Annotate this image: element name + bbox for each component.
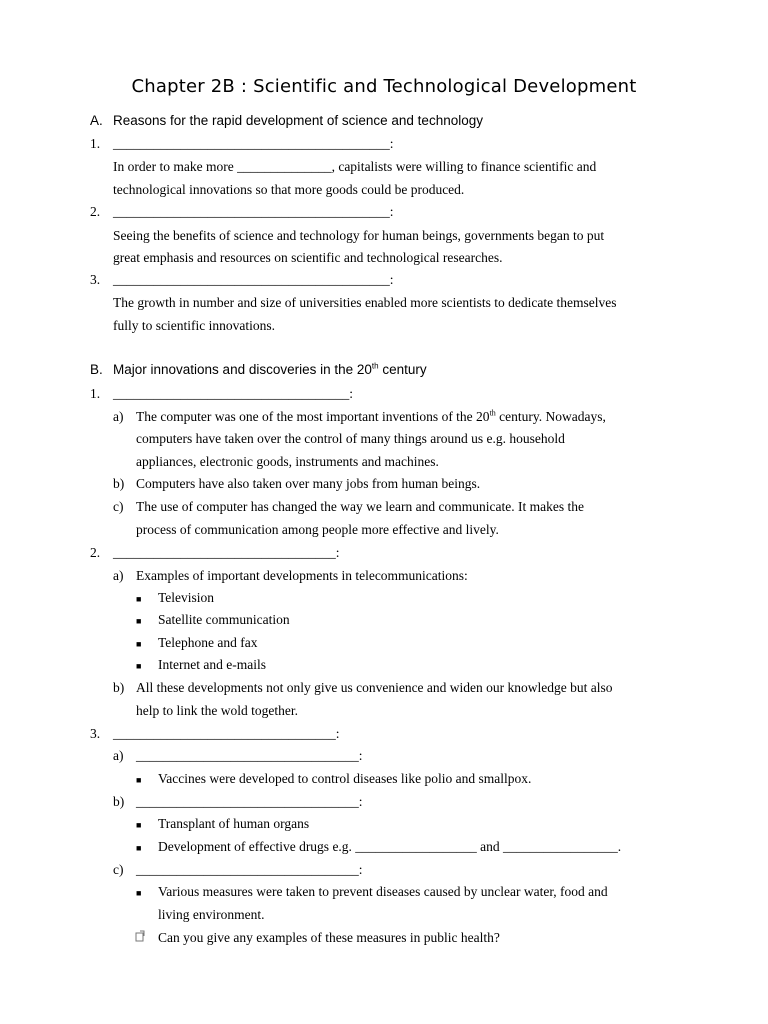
section-b-heading: [90, 362, 427, 377]
bullet-item: Various measures were taken to prevent diseases caused by unclear water, food and: [158, 884, 608, 899]
bullet-icon: [136, 591, 141, 607]
sub-item-label: a): [113, 568, 124, 583]
sub-item-label: b): [113, 476, 125, 491]
bullet-icon: [136, 840, 141, 856]
item-number: 1.: [90, 136, 101, 151]
answer-blank: _________________________________:: [113, 545, 340, 560]
page-title: Chapter 2B : Scientific and Technological Development: [131, 76, 637, 97]
answer-blank: _________________________________:: [113, 726, 340, 741]
sub-item-label: b): [113, 680, 125, 695]
text: century. Nowadays,: [495, 409, 606, 424]
text: The computer was one of the most important inventions of the 20: [136, 409, 490, 424]
paragraph-line: great emphasis and resources on scientific and technological researches.: [113, 250, 503, 265]
paragraph-line: [136, 409, 606, 425]
section-heading-text: Reasons for the rapid development of science and technology: [113, 113, 483, 128]
sub-item-label: a): [113, 748, 124, 763]
item-number: 2.: [90, 545, 101, 560]
paragraph-line: appliances, electronic goods, instruments and machines.: [136, 454, 439, 469]
checkbox-bullet-icon: [135, 930, 146, 947]
answer-blank: _________________________________:: [136, 748, 363, 763]
bullet-icon: [136, 772, 141, 788]
bullet-item-continuation: living environment.: [158, 907, 265, 922]
answer-blank: _________________________________:: [136, 862, 363, 877]
bullet-icon: [136, 817, 141, 833]
item-number: 3.: [90, 272, 101, 287]
section-heading-text: Major innovations and discoveries in the 20: [113, 362, 372, 377]
paragraph-line: All these developments not only give us convenience and widen our knowledge but also: [136, 680, 613, 695]
item-number: 2.: [90, 204, 101, 219]
paragraph-line: In order to make more ______________, capitalists were willing to finance scientific and: [113, 159, 597, 174]
paragraph-line: The use of computer has changed the way we learn and communicate. It makes the: [136, 499, 584, 514]
paragraph-line: process of communication among people more effective and lively.: [136, 522, 499, 537]
answer-blank: ___________________________________:: [113, 386, 354, 401]
paragraph-line: computers have taken over the control of many things around us e.g. household: [136, 431, 565, 446]
item-number: 1.: [90, 386, 101, 401]
section-a-heading: [90, 113, 483, 128]
bullet-item: Telephone and fax: [158, 635, 258, 650]
bullet-icon: [136, 885, 141, 901]
bullet-item: Vaccines were developed to control diseases like polio and smallpox.: [158, 771, 532, 786]
item-number: 3.: [90, 726, 101, 741]
superscript: th: [371, 361, 379, 371]
bullet-item: Transplant of human organs: [158, 816, 310, 831]
checkbox-bullet-icon-svg: [135, 930, 146, 942]
bullet-icon: [136, 636, 141, 652]
bullet-item: Television: [158, 590, 215, 605]
section-letter: A.: [90, 113, 103, 128]
bullet-item: Development of effective drugs e.g. __________________ and _________________.: [158, 839, 622, 854]
paragraph-line: help to link the wold together.: [136, 703, 298, 718]
answer-blank: _________________________________________:: [113, 136, 394, 151]
sub-item-label: c): [113, 499, 124, 514]
answer-blank: _________________________________________:: [113, 204, 394, 219]
paragraph-line: technological innovations so that more goods could be produced.: [113, 182, 465, 197]
sub-item-label: c): [113, 862, 124, 877]
bullet-item: Internet and e-mails: [158, 657, 266, 672]
sub-item-label: a): [113, 409, 124, 424]
section-heading-text: century: [378, 362, 427, 377]
bullet-icon: [136, 613, 141, 629]
answer-blank: _________________________________________:: [113, 272, 394, 287]
superscript: th: [489, 408, 496, 418]
paragraph-line: fully to scientific innovations.: [113, 318, 275, 333]
section-letter: B.: [90, 362, 103, 377]
paragraph-line: Computers have also taken over many jobs from human beings.: [136, 476, 481, 491]
question-item: Can you give any examples of these measures in public health?: [158, 930, 500, 945]
answer-blank: _________________________________:: [136, 794, 363, 809]
paragraph-line: Seeing the benefits of science and technology for human beings, governments began to put: [113, 228, 605, 243]
paragraph-line: Examples of important developments in telecommunications:: [136, 568, 468, 583]
paragraph-line: The growth in number and size of universities enabled more scientists to dedicate themselves: [113, 295, 617, 310]
bullet-item: Satellite communication: [158, 612, 290, 627]
bullet-icon: [136, 658, 141, 674]
sub-item-label: b): [113, 794, 125, 809]
